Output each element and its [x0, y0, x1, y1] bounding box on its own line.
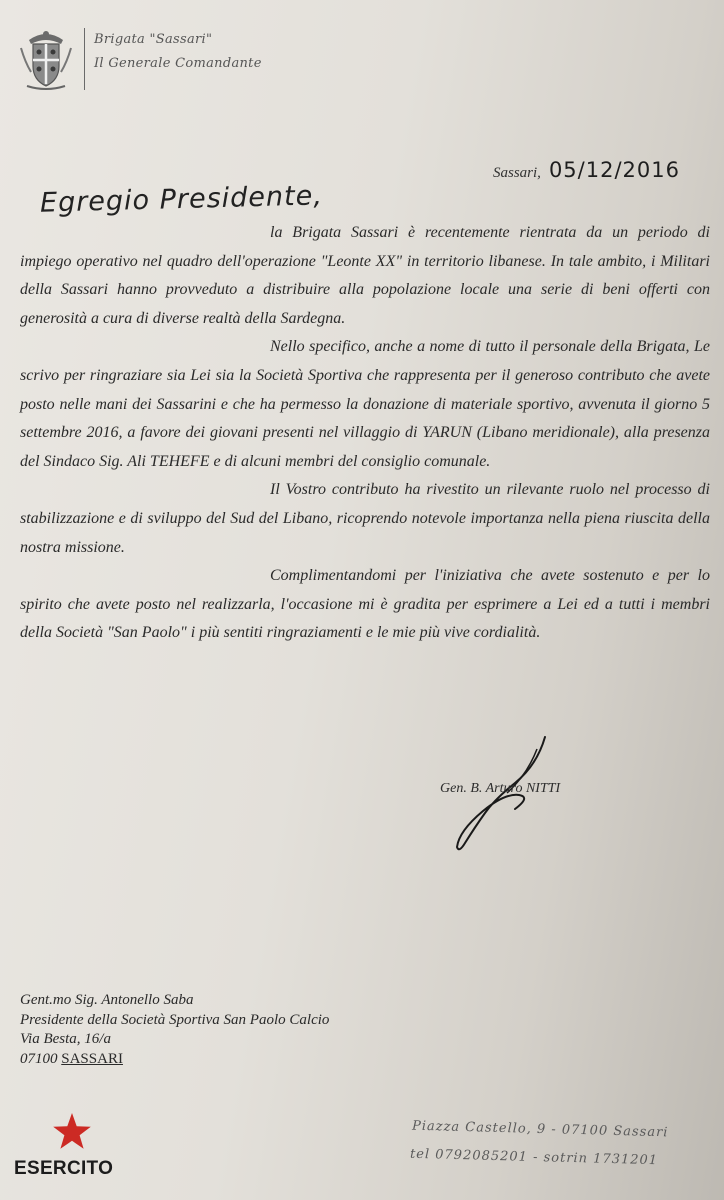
letter-body [20, 219, 710, 648]
header-divider [84, 28, 85, 90]
signatory-name: Gen. B. Arturo NITTI [440, 781, 561, 796]
recipient-postcode: 07100 [20, 1050, 58, 1067]
recipient-name: Gent.mo Sig. Antonello Saba [20, 992, 194, 1008]
recipient-title: Presidente della Società Sportiva San Paolo Calcio [20, 1011, 330, 1028]
brigade-crest-logo [17, 26, 75, 90]
handwritten-salutation: Egregio Presidente, [39, 180, 324, 219]
date-line [493, 158, 680, 182]
star-icon [52, 1112, 92, 1152]
paragraph-4: Complimentandomi per l'iniziativa che avete sostenuto e per lo spirito che avete posto nel realizzarla, l'occasione mi è gradita per esprimere a Lei ed a tutti i membri della Società "San Paolo" i più sentiti ringraziamenti e le mie più vive cordialità. [20, 567, 710, 642]
header-commander-title: Il Generale Comandante [94, 56, 262, 71]
footer-address: Piazza Castello, 9 - 07100 Sassari [411, 1118, 669, 1141]
recipient-city: SASSARI [61, 1050, 123, 1067]
paragraph-1: la Brigata Sassari è recentemente rientrata da un periodo di impiego operativo nel quadro dell'operazione "Leonte XX" in territorio libanese. In tale ambito, i Militari della Sassari hanno provveduto a distribuire alla popolazione locale una serie di beni offerti con generosità a cura di diverse realtà della Sardegna. [20, 224, 710, 327]
recipient-city-line [20, 1050, 329, 1070]
recipient-street: Via Besta, 16/a [20, 1031, 111, 1047]
paragraph-2: Nello specifico, anche a nome di tutto il personale della Brigata, Le scrivo per ringraziare sia Lei sia la Società Sportiva che rappresenta per il generoso contributo che avete posto nelle mani dei Sassarini e che ha permesso la donazione di materiale sportivo, avvenuta il giorno 5 settembre 2016, a favore dei giovani presenti nel villaggio di YARUN (Libano meridionale), alla presenza del Sindaco Sig. Ali TEHEFE e di alcuni membri del consiglio comunale. [20, 338, 710, 470]
footer-phone: tel 0792085201 - sotrin 1731201 [409, 1146, 659, 1169]
date-city: Sassari, [493, 165, 541, 181]
header-brigade-name: Brigata "Sassari" [94, 32, 213, 47]
recipient-address-block [20, 991, 329, 1069]
handwritten-date: 05/12/2016 [548, 158, 680, 182]
esercito-logo-text: ESERCITO [14, 1158, 114, 1179]
paragraph-3: Il Vostro contributo ha rivestito un rilevante ruolo nel processo di stabilizzazione e di sviluppo del Sud del Libano, ricoprendo notevole importanza nella piena riuscita della nostra missione. [20, 481, 710, 556]
